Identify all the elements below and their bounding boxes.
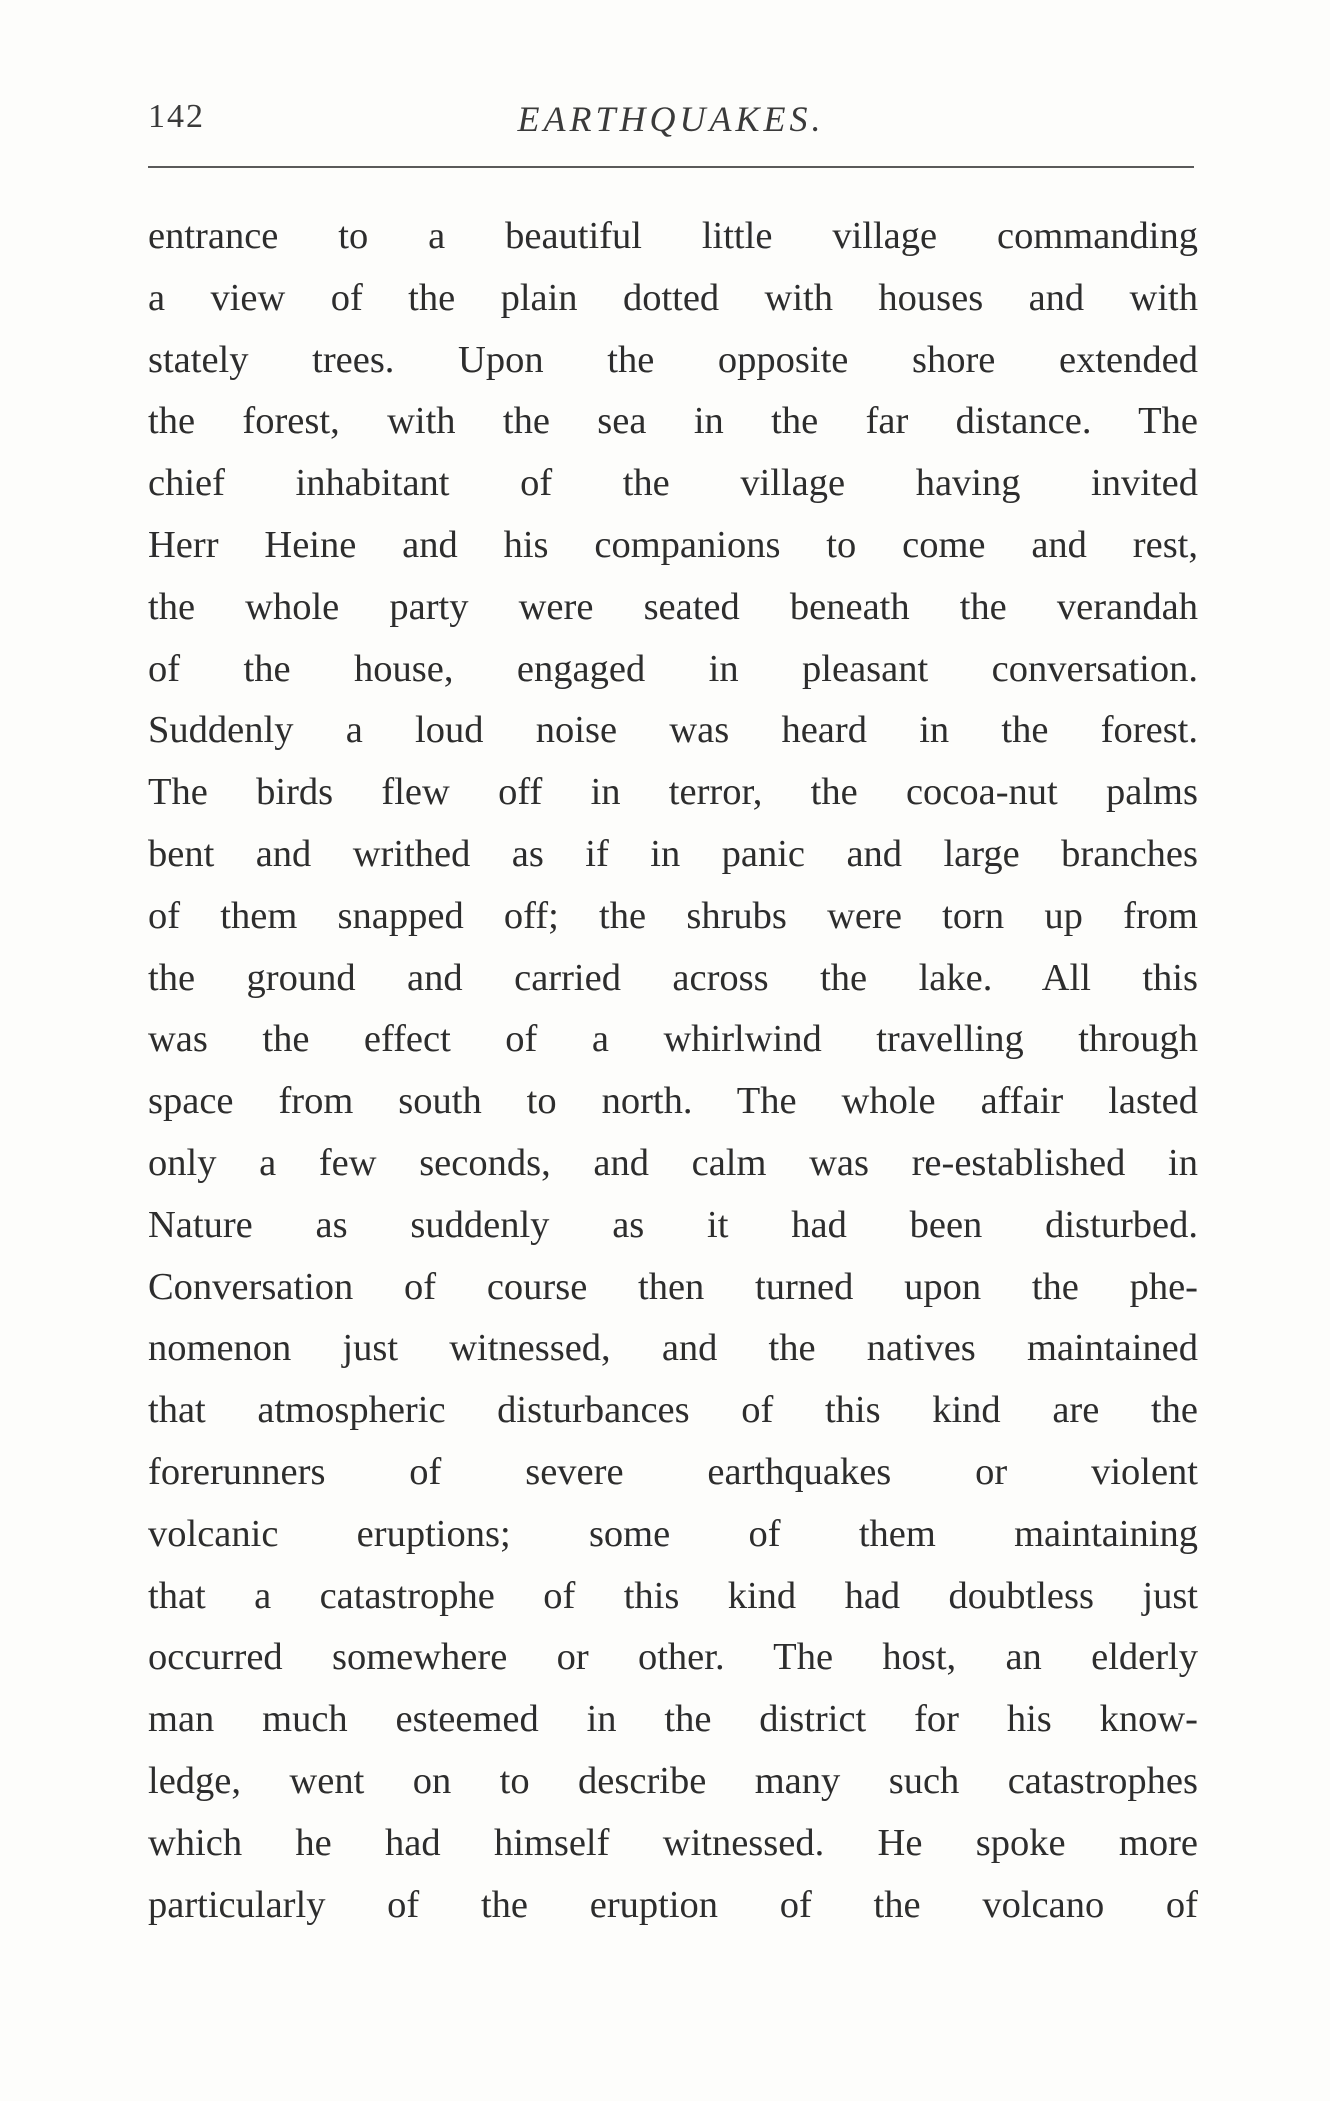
- text-line: the ground and carried across the lake. All this: [148, 956, 1198, 999]
- text-line: space from south to north. The whole affair lasted: [148, 1080, 1198, 1123]
- text-line: of them snapped off; the shrubs were torn up from: [148, 894, 1198, 937]
- text-line: was the effect of a whirlwind travelling through: [148, 1018, 1198, 1061]
- text-line: Herr Heine and his companions to come and rest,: [148, 523, 1198, 566]
- text-line: Nature as suddenly as it had been disturbed.: [148, 1203, 1198, 1246]
- running-title: EARTHQUAKES.: [517, 99, 825, 139]
- text-line: bent and writhed as if in panic and large branches: [148, 832, 1198, 875]
- text-line: that atmospheric disturbances of this kind are the: [148, 1389, 1198, 1432]
- page-header: [148, 98, 1194, 148]
- text-line: man much esteemed in the district for his know-: [148, 1698, 1198, 1741]
- text-line: Suddenly a loud noise was heard in the forest.: [148, 709, 1198, 752]
- body-text: [148, 206, 1198, 1936]
- text-line: stately trees. Upon the opposite shore extended: [148, 338, 1198, 381]
- text-line: that a catastrophe of this kind had doubtless just: [148, 1574, 1198, 1617]
- page-number: 142: [148, 98, 205, 135]
- text-line: which he had himself witnessed. He spoke more: [148, 1821, 1198, 1864]
- text-line: volcanic eruptions; some of them maintaining: [148, 1512, 1198, 1555]
- text-line: a view of the plain dotted with houses and with: [148, 276, 1198, 319]
- text-line: entrance to a beautiful little village commanding: [148, 215, 1198, 257]
- text-line: nomenon just witnessed, and the natives maintained: [148, 1327, 1198, 1370]
- text-line: forerunners of severe earthquakes or violent: [148, 1450, 1198, 1493]
- text-line: The birds flew off in terror, the cocoa-nut palms: [148, 771, 1198, 814]
- text-line: Conversation of course then turned upon the phe-: [148, 1265, 1198, 1308]
- text-line: of the house, engaged in pleasant conversation.: [148, 647, 1198, 690]
- text-line: occurred somewhere or other. The host, an elderly: [148, 1636, 1198, 1679]
- text-line: chief inhabitant of the village having invited: [148, 462, 1198, 505]
- text-line: particularly of the eruption of the volcano of: [148, 1883, 1198, 1926]
- text-line: only a few seconds, and calm was re-established in: [148, 1141, 1198, 1184]
- text-line: ledge, went on to describe many such catastrophes: [148, 1759, 1198, 1802]
- text-line: the forest, with the sea in the far distance. The: [148, 400, 1198, 443]
- header-rule: [148, 166, 1194, 168]
- text-line: the whole party were seated beneath the verandah: [148, 585, 1198, 628]
